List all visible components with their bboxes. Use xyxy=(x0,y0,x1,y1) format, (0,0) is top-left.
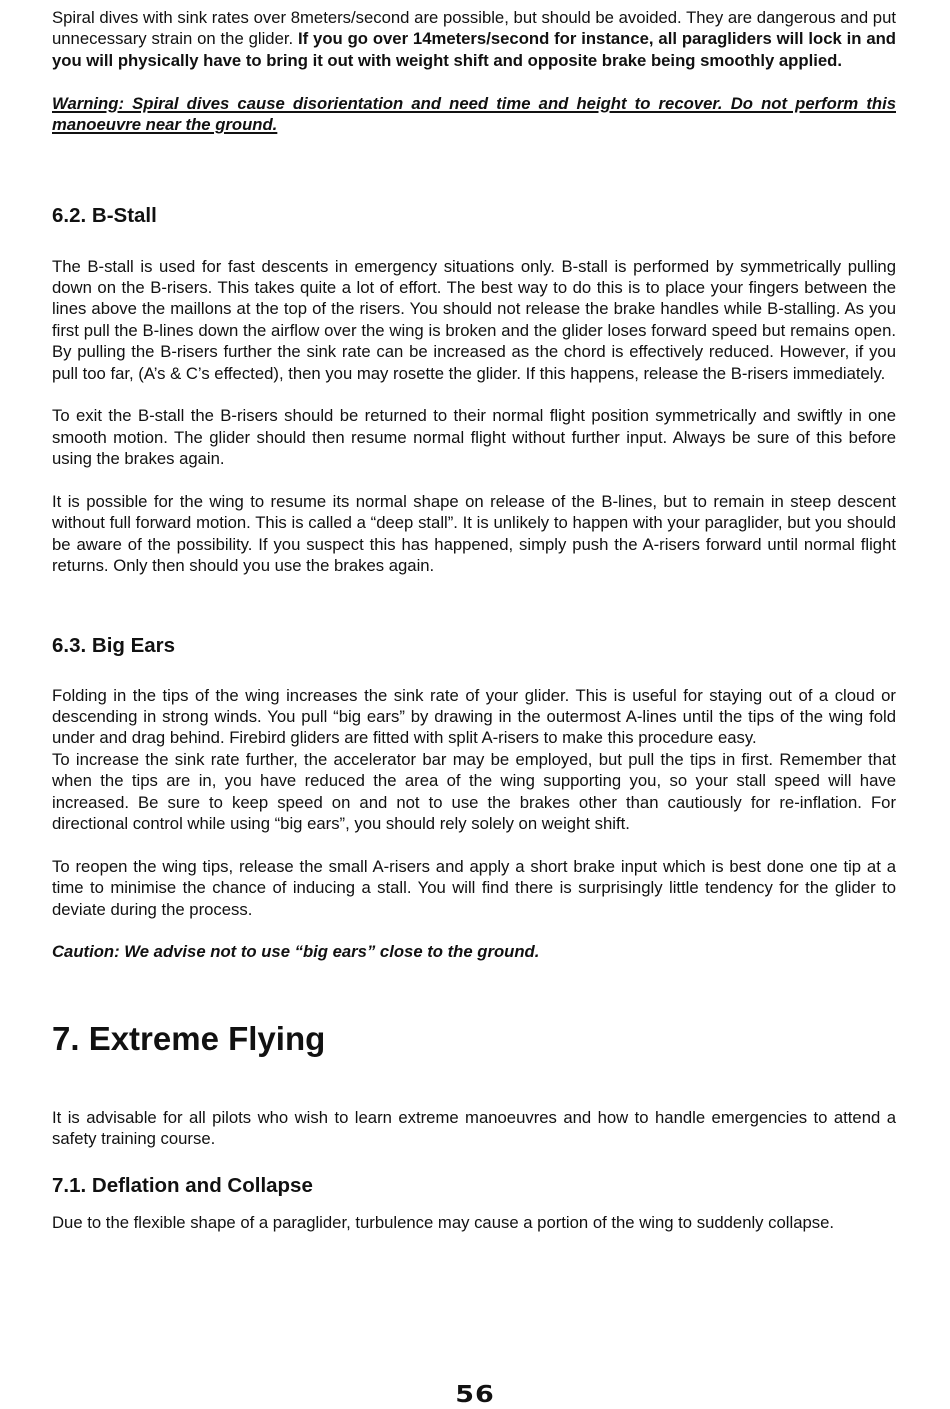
page-number: 56 xyxy=(455,1381,495,1408)
spiral-dive-bold-text: If you go over 14meters/second for instance, all paragliders will lock in and you will physically have to bring it out with weight shift and opposite brake being smoothly applied. xyxy=(52,29,896,70)
extreme-flying-paragraph: It is advisable for all pilots who wish to learn extreme manoeuvres and how to handle emergencies to attend a safety training course. xyxy=(52,1107,896,1149)
big-ears-caution: Caution: We advise not to use “big ears” close to the ground. xyxy=(52,942,540,962)
big-ears-paragraph-2: To increase the sink rate further, the accelerator bar may be employed, but pull the tips in first. Remember that when the tips are in, you have reduced the area of the wing supporting you, so your stall speed will have increased. Be sure to keep speed on and not to use the brakes other than cautiously for re-inflation. For directional control while using “big ears”, you should rely solely on weight shift. xyxy=(52,749,896,834)
chapter-heading-extreme-flying: 7. Extreme Flying xyxy=(52,1019,326,1057)
deflation-paragraph: Due to the flexible shape of a paraglider, turbulence may cause a portion of the wing to suddenly collapse. xyxy=(52,1212,835,1232)
b-stall-paragraph-2: To exit the B-stall the B-risers should be returned to their normal flight position symmetrically and swiftly in one smooth motion. The glider should then resume normal flight without further input. Always be sure of this before using the brakes again. xyxy=(52,406,896,469)
section-heading-b-stall: 6.2. B-Stall xyxy=(52,203,157,227)
big-ears-paragraph-1: Folding in the tips of the wing increases the sink rate of your glider. This is useful for staying out of a cloud or descending in strong winds. You pull “big ears” by drawing in the outermost A-lines until the tips of the wing fold under and drag behind. Firebird gliders are fitted with split A-risers to make this procedure easy. xyxy=(52,685,896,748)
big-ears-paragraph-3: To reopen the wing tips, release the small A-risers and apply a short brake input which is best done one tip at a time to minimise the chance of inducing a stall. You will find there is surprisingly little tendency for the glider to deviate during the process. xyxy=(52,856,896,919)
spiral-dive-paragraph xyxy=(52,7,896,71)
spiral-dive-warning: Warning: Spiral dives cause disorientation and need time and height to recover. Do not perform this manoeuvre near the ground. xyxy=(52,93,896,135)
spiral-dive-text: Spiral dives with sink rates over 8meters/second are possible, but should be avoided. They are dangerous and put unnecessary strain on the glider. xyxy=(52,8,896,49)
section-heading-big-ears: 6.3. Big Ears xyxy=(52,633,176,657)
document-page xyxy=(52,7,896,1233)
b-stall-paragraph-1: The B-stall is used for fast descents in emergency situations only. B-stall is performed by symmetrically pulling down on the B-risers. This takes quite a lot of effort. The best way to do this is to place your fingers between the lines above the maillons at the top of the risers. You should not release the brake handles while B-stalling. As you first pull the B-lines down the airflow over the wing is broken and the glider loses forward speed but remains open. By pulling the B-risers further the sink rate can be increased as the chord is effectively reduced. However, if you pull too far, (A’s & C’s effected), then you may rosette the glider. If this happens, release the B-risers immediately. xyxy=(52,256,896,383)
section-heading-deflation: 7.1. Deflation and Collapse xyxy=(52,1173,313,1197)
b-stall-paragraph-3: It is possible for the wing to resume its normal shape on release of the B-lines, but to remain in steep descent without full forward motion. This is called a “deep stall”. It is unlikely to happen with your paraglider, but you should be aware of the possibility. If you suspect this has happened, simply push the A-risers forward until normal flight returns. Only then should you use the brakes again. xyxy=(52,491,896,576)
